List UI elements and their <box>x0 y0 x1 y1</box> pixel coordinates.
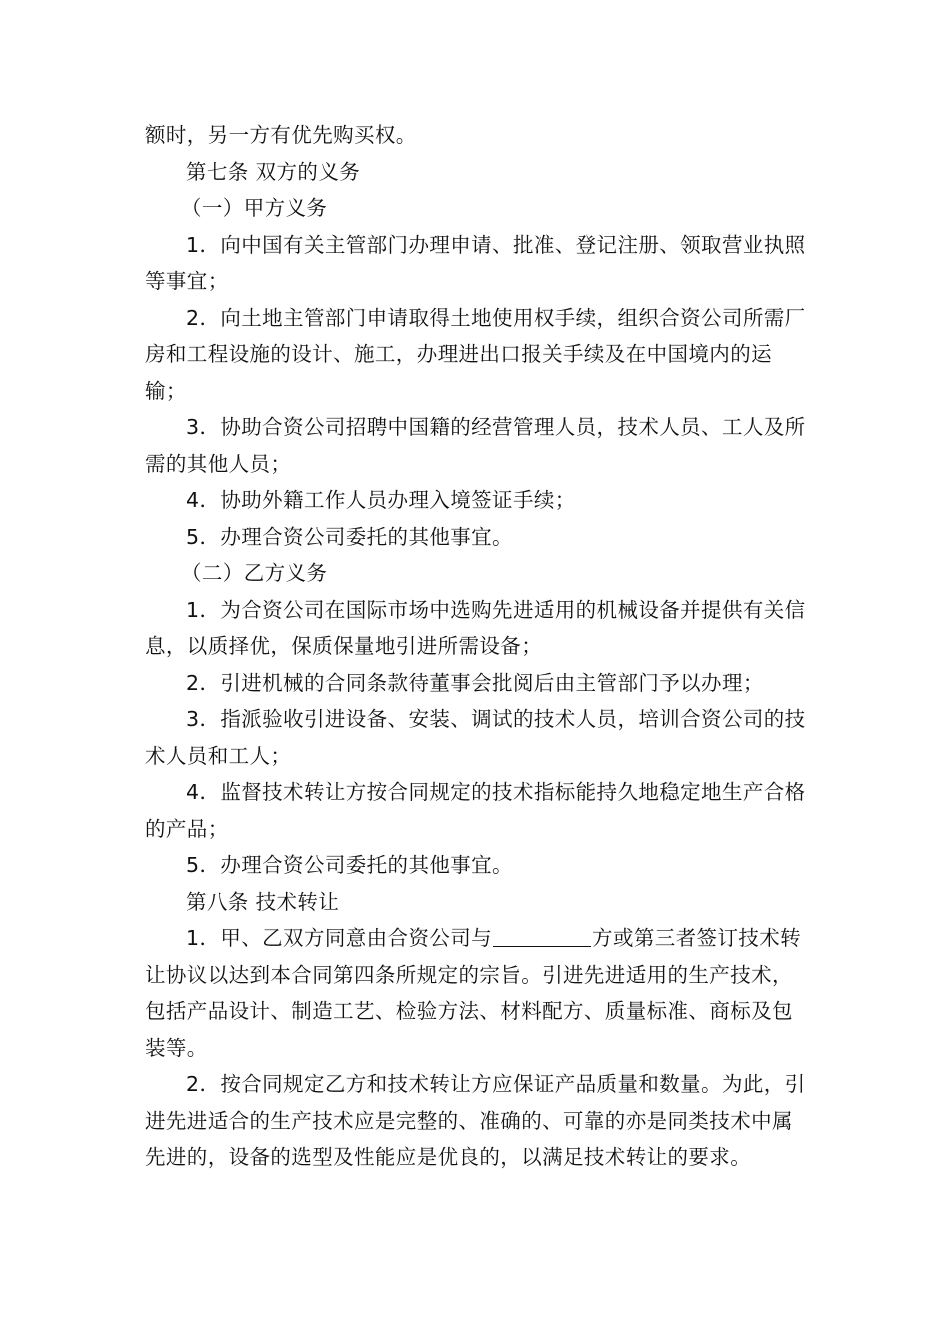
item-1-text-start: 1．甲、乙双方同意由合资公司与 <box>186 926 493 950</box>
party-a-item-1: 1．向中国有关主管部门办理申请、批准、登记注册、领取营业执照等事宜； <box>145 232 806 293</box>
party-b-item-5: 5．办理合资公司委托的其他事宜。 <box>186 853 513 877</box>
party-a-item-2: 2．向土地主管部门申请取得土地使用权手续，组织合资公司所需厂房和工程设施的设计、施工，办理进出口报关手续及在中国境内的运输； <box>145 305 806 403</box>
technology-transfer-item-1 <box>145 920 810 1066</box>
party-b-item-4: 4．监督技术转让方按合同规定的技术指标能持久地稳定地生产合格的产品； <box>145 780 806 841</box>
fill-in-blank-line[interactable] <box>493 924 591 947</box>
party-b-item-3: 3．指派验收引进设备、安装、调试的技术人员，培训合资公司的技术人员和工人； <box>145 707 806 768</box>
party-a-obligations-heading: （一）甲方义务 <box>181 196 328 220</box>
party-a-item-4: 4．协助外籍工作人员办理入境签证手续； <box>186 488 576 512</box>
article-8-heading: 第八条 技术转让 <box>186 889 340 914</box>
party-a-item-5: 5．办理合资公司委托的其他事宜。 <box>186 524 513 549</box>
item-1-text-end: 方或第三者签订技术转让协议以达到本合同第四条所规定的宗旨。引进先进适用的生产技术，包括产品设计、制造工艺、检验方法、材料配方、质量标准、商标及包装等。 <box>145 926 802 1060</box>
party-b-item-2: 2．引进机械的合同条款待董事会批阅后由主管部门予以办理； <box>186 670 764 695</box>
article-7-heading: 第七条 双方的义务 <box>186 159 361 184</box>
document-body <box>145 117 810 1176</box>
party-a-item-3: 3．协助合资公司招聘中国籍的经营管理人员，技术人员、工人及所需的其他人员； <box>145 415 806 476</box>
party-b-obligations-heading: （二）乙方义务 <box>181 561 328 585</box>
technology-transfer-item-2: 2．按合同规定乙方和技术转让方应保证产品质量和数量。为此，引进先进适合的生产技术应是完整的、准确的、可靠的亦是同类技术中属先进的，设备的选型及性能应是优良的，以满足技术转让的要求。 <box>145 1072 806 1169</box>
paragraph-continuation: 额时，另一方有优先购买权。 <box>145 123 417 147</box>
party-b-item-1: 1．为合资公司在国际市场中选购先进适用的机械设备并提供有关信息，以质择优，保质保量地引进所需设备； <box>145 597 806 658</box>
